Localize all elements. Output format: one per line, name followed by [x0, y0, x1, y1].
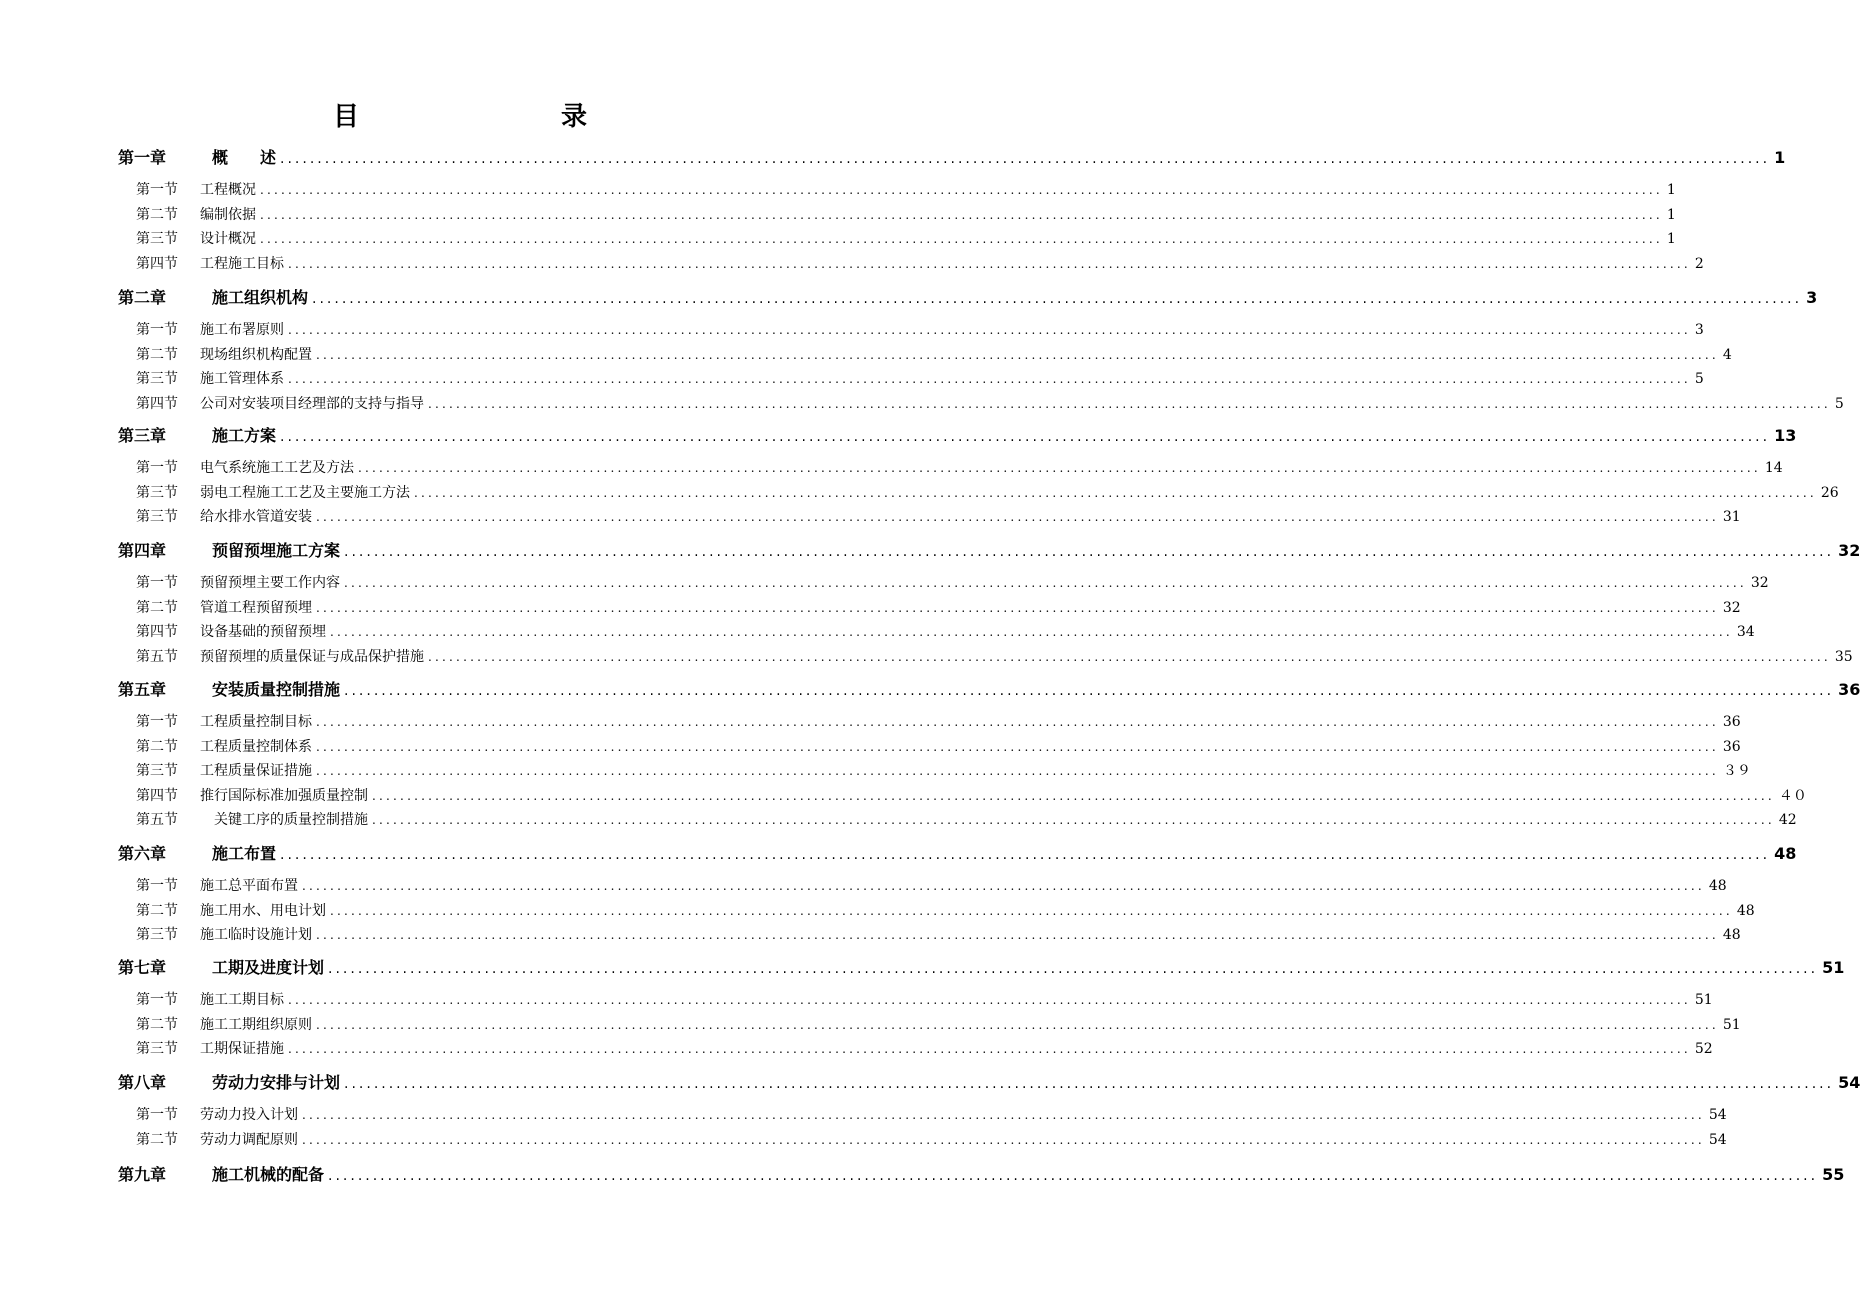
section-title: 施工工期目标 — [200, 992, 284, 1008]
dot-leader: ........................................................................................................................................................................................................ — [260, 207, 1663, 222]
dot-leader: ........................................................................................................................................................................................................ — [344, 576, 1747, 590]
section-title: 编制依据 — [200, 206, 256, 223]
section-number: 第三节 — [136, 509, 178, 525]
section-number: 第三节 — [136, 231, 178, 247]
toc-section-entry[interactable] — [136, 924, 1741, 944]
chapter-number: 第二章 — [118, 288, 167, 307]
dot-leader: ........................................................................................................................................................................................................ — [280, 429, 1771, 445]
dot-leader: ........................................................................................................................................................................................................ — [260, 232, 1663, 246]
dot-leader: ........................................................................................................................................................................................................ — [316, 510, 1719, 524]
section-page-number: 51 — [1694, 992, 1713, 1008]
toc-section-entry[interactable] — [136, 1104, 1727, 1124]
section-title: 公司对安装项目经理部的支持与指导 — [200, 395, 424, 412]
section-number: 第二节 — [136, 346, 178, 363]
section-page-number: 32 — [1750, 575, 1769, 591]
section-page-number: 31 — [1722, 509, 1741, 525]
chapter-title: 劳动力安排与计划 — [212, 1073, 341, 1092]
section-title: 工程质量控制体系 — [200, 738, 312, 755]
section-page-number: 5 — [1694, 371, 1704, 387]
dot-leader: ........................................................................................................................................................................................................ — [372, 788, 1775, 803]
chapter-title: 预留预埋施工方案 — [212, 541, 341, 560]
toc-section-entry[interactable] — [136, 809, 1797, 829]
section-page-number: 48 — [1708, 878, 1727, 894]
toc-chapter-entry[interactable] — [118, 423, 1797, 446]
chapter-number: 第六章 — [118, 844, 167, 863]
section-page-number: 4 — [1722, 346, 1732, 363]
chapter-page-number: 36 — [1838, 680, 1860, 699]
section-title: 施工总平面布置 — [200, 878, 298, 894]
toc-section-entry[interactable] — [136, 204, 1676, 224]
toc-section-entry[interactable] — [136, 900, 1755, 920]
toc-section-entry[interactable] — [136, 344, 1732, 364]
chapter-number: 第三章 — [118, 426, 167, 445]
section-title: 预留预埋主要工作内容 — [200, 575, 340, 591]
dot-leader: ........................................................................................................................................................................................................ — [312, 291, 1803, 307]
section-page-number: 32 — [1722, 599, 1741, 616]
chapter-number: 第九章 — [118, 1165, 167, 1184]
section-page-number: 52 — [1694, 1041, 1713, 1057]
section-page-number: 2 — [1694, 255, 1704, 272]
section-title: 施工工期组织原则 — [200, 1016, 312, 1033]
chapter-title: 施工布置 — [212, 844, 277, 863]
toc-section-entry[interactable] — [136, 760, 1751, 780]
dot-leader: ........................................................................................................................................................................................................ — [260, 183, 1663, 197]
section-title: 预留预埋的质量保证与成品保护措施 — [200, 648, 424, 665]
dot-leader: ........................................................................................................................................................................................................ — [288, 256, 1691, 271]
chapter-page-number: 1 — [1774, 148, 1786, 167]
chapter-page-number: 54 — [1838, 1073, 1860, 1092]
dot-leader: ........................................................................................................................................................................................................ — [316, 715, 1719, 729]
toc-section-entry[interactable] — [136, 228, 1676, 248]
chapter-number: 第八章 — [118, 1073, 167, 1092]
section-number: 第四节 — [136, 787, 178, 804]
section-page-number: 26 — [1820, 484, 1839, 501]
dot-leader: ........................................................................................................................................................................................................ — [316, 1017, 1719, 1032]
toc-chapter-entry[interactable] — [118, 841, 1797, 864]
section-number: 第二节 — [136, 738, 178, 755]
toc-chapter-entry[interactable] — [118, 1070, 1860, 1093]
toc-section-entry[interactable] — [136, 506, 1741, 526]
section-number: 第一节 — [136, 992, 178, 1008]
section-page-number: ３９ — [1722, 763, 1751, 779]
dot-leader: ........................................................................................................................................................................................................ — [288, 372, 1691, 386]
dot-leader: ........................................................................................................................................................................................................ — [414, 485, 1817, 500]
section-number: 第四节 — [136, 395, 178, 412]
chapter-number: 第五章 — [118, 680, 167, 699]
section-page-number: 5 — [1834, 395, 1844, 412]
section-number: 第二节 — [136, 1131, 178, 1148]
toc-section-entry[interactable] — [136, 319, 1704, 339]
dot-leader: ........................................................................................................................................................................................................ — [328, 961, 1819, 977]
section-number: 第二节 — [136, 1016, 178, 1033]
dot-leader: ........................................................................................................................................................................................................ — [302, 1132, 1705, 1147]
dot-leader: ........................................................................................................................................................................................................ — [344, 1076, 1835, 1092]
chapter-number: 第一章 — [118, 148, 167, 167]
toc-section-entry[interactable] — [136, 368, 1704, 388]
section-page-number: 36 — [1722, 714, 1741, 730]
chapter-page-number: 13 — [1774, 426, 1797, 445]
section-number: 第一节 — [136, 878, 178, 894]
section-number: 第三节 — [136, 763, 178, 779]
toc-section-entry[interactable] — [136, 597, 1741, 617]
toc-section-entry[interactable] — [136, 621, 1755, 641]
toc-section-entry[interactable] — [136, 989, 1713, 1009]
chapter-title: 施工机械的配备 — [212, 1165, 325, 1184]
dot-leader: ........................................................................................................................................................................................................ — [372, 813, 1775, 827]
section-page-number: 36 — [1722, 738, 1741, 755]
section-number: 第三节 — [136, 484, 178, 501]
section-title: 工程质量保证措施 — [200, 763, 312, 779]
section-title: 现场组织机构配置 — [200, 346, 312, 363]
section-page-number: 1 — [1666, 182, 1676, 198]
section-page-number: 54 — [1708, 1107, 1727, 1123]
section-title: 工程施工目标 — [200, 255, 284, 272]
section-number: 第四节 — [136, 624, 178, 640]
section-title: 关键工序的质量控制措施 — [200, 812, 368, 828]
section-title: 设计概况 — [200, 231, 256, 247]
section-title: 工期保证措施 — [200, 1041, 284, 1057]
toc-section-entry[interactable] — [136, 1129, 1727, 1149]
section-title: 弱电工程施工工艺及主要施工方法 — [200, 484, 410, 501]
section-number: 第一节 — [136, 460, 178, 476]
toc-chapter-entry[interactable] — [118, 955, 1845, 978]
section-page-number: 54 — [1708, 1131, 1727, 1148]
chapter-title: 施工方案 — [212, 426, 277, 445]
section-number: 第二节 — [136, 206, 178, 223]
section-number: 第一节 — [136, 182, 178, 198]
section-title: 工程概况 — [200, 182, 256, 198]
toc-section-entry[interactable] — [136, 1014, 1741, 1034]
chapter-title: 概 述 — [212, 148, 277, 167]
dot-leader: ........................................................................................................................................................................................................ — [344, 544, 1835, 560]
section-number: 第三节 — [136, 927, 178, 943]
section-page-number: 34 — [1736, 624, 1755, 640]
toc-section-entry[interactable] — [136, 875, 1727, 895]
section-number: 第五节 — [136, 812, 178, 828]
chapter-page-number: 55 — [1822, 1165, 1845, 1184]
section-title: 管道工程预留预埋 — [200, 599, 312, 616]
section-number: 第五节 — [136, 648, 178, 665]
chapter-page-number: 51 — [1822, 958, 1845, 977]
section-title: 施工管理体系 — [200, 371, 284, 387]
section-page-number: 1 — [1666, 206, 1676, 223]
section-page-number: 35 — [1834, 648, 1853, 665]
section-page-number: 48 — [1722, 927, 1741, 943]
section-title: 施工布署原则 — [200, 322, 284, 338]
toc-section-entry[interactable] — [136, 646, 1853, 666]
toc-section-entry[interactable] — [136, 1038, 1713, 1058]
toc-chapter-entry[interactable] — [118, 677, 1860, 700]
toc-section-entry[interactable] — [136, 253, 1704, 273]
section-number: 第三节 — [136, 1041, 178, 1057]
section-number: 第一节 — [136, 714, 178, 730]
dot-leader: ........................................................................................................................................................................................................ — [316, 600, 1719, 615]
section-page-number: 1 — [1666, 231, 1676, 247]
toc-chapter-entry[interactable] — [118, 1162, 1845, 1185]
section-title: 施工用水、用电计划 — [200, 902, 326, 919]
section-title: 设备基础的预留预埋 — [200, 624, 326, 640]
section-number: 第一节 — [136, 575, 178, 591]
chapter-page-number: 48 — [1774, 844, 1797, 863]
dot-leader: ........................................................................................................................................................................................................ — [302, 1108, 1705, 1122]
dot-leader: ........................................................................................................................................................................................................ — [344, 683, 1835, 699]
page-title: 目 录 — [332, 102, 637, 132]
dot-leader: ........................................................................................................................................................................................................ — [330, 625, 1733, 639]
toc-chapter-entry[interactable] — [118, 285, 1818, 308]
toc-section-entry[interactable] — [136, 179, 1676, 199]
section-page-number: 3 — [1694, 322, 1704, 338]
toc-chapter-entry[interactable] — [118, 145, 1786, 168]
dot-leader: ........................................................................................................................................................................................................ — [288, 323, 1691, 337]
section-title: 劳动力调配原则 — [200, 1131, 298, 1148]
dot-leader: ........................................................................................................................................................................................................ — [330, 903, 1733, 918]
chapter-number: 第四章 — [118, 541, 167, 560]
toc-section-entry[interactable] — [136, 482, 1839, 502]
section-number: 第二节 — [136, 902, 178, 919]
dot-leader: ........................................................................................................................................................................................................ — [316, 347, 1719, 362]
dot-leader: ........................................................................................................................................................................................................ — [288, 993, 1691, 1007]
toc-section-entry[interactable] — [136, 572, 1769, 592]
dot-leader: ........................................................................................................................................................................................................ — [288, 1042, 1691, 1056]
section-number: 第二节 — [136, 599, 178, 616]
dot-leader: ........................................................................................................................................................................................................ — [358, 461, 1761, 475]
chapter-page-number: 3 — [1806, 288, 1818, 307]
toc-section-entry[interactable] — [136, 736, 1741, 756]
chapter-title: 工期及进度计划 — [212, 958, 325, 977]
chapter-title: 施工组织机构 — [212, 288, 309, 307]
dot-leader: ........................................................................................................................................................................................................ — [316, 739, 1719, 754]
section-page-number: 51 — [1722, 1016, 1741, 1033]
chapter-page-number: 32 — [1838, 541, 1860, 560]
toc-chapter-entry[interactable] — [118, 538, 1860, 561]
toc-section-entry[interactable] — [136, 457, 1783, 477]
toc-section-entry[interactable] — [136, 785, 1807, 805]
section-number: 第四节 — [136, 255, 178, 272]
toc-section-entry[interactable] — [136, 711, 1741, 731]
dot-leader: ........................................................................................................................................................................................................ — [428, 396, 1831, 411]
chapter-title: 安装质量控制措施 — [212, 680, 341, 699]
dot-leader: ........................................................................................................................................................................................................ — [328, 1168, 1819, 1184]
section-title: 电气系统施工工艺及方法 — [200, 460, 354, 476]
section-page-number: ４０ — [1778, 787, 1807, 804]
dot-leader: ........................................................................................................................................................................................................ — [280, 847, 1771, 863]
section-title: 给水排水管道安装 — [200, 509, 312, 525]
section-number: 第一节 — [136, 322, 178, 338]
section-title: 工程质量控制目标 — [200, 714, 312, 730]
dot-leader: ........................................................................................................................................................................................................ — [280, 151, 1771, 167]
section-title: 推行国际标准加强质量控制 — [200, 787, 368, 804]
section-title: 施工临时设施计划 — [200, 927, 312, 943]
section-number: 第三节 — [136, 371, 178, 387]
section-title: 劳动力投入计划 — [200, 1107, 298, 1123]
section-number: 第一节 — [136, 1107, 178, 1123]
section-page-number: 42 — [1778, 812, 1797, 828]
dot-leader: ........................................................................................................................................................................................................ — [316, 764, 1719, 778]
section-page-number: 14 — [1764, 460, 1783, 476]
chapter-number: 第七章 — [118, 958, 167, 977]
toc-section-entry[interactable] — [136, 393, 1844, 413]
dot-leader: ........................................................................................................................................................................................................ — [428, 649, 1831, 664]
dot-leader: ........................................................................................................................................................................................................ — [302, 879, 1705, 893]
dot-leader: ........................................................................................................................................................................................................ — [316, 928, 1719, 942]
section-page-number: 48 — [1736, 902, 1755, 919]
